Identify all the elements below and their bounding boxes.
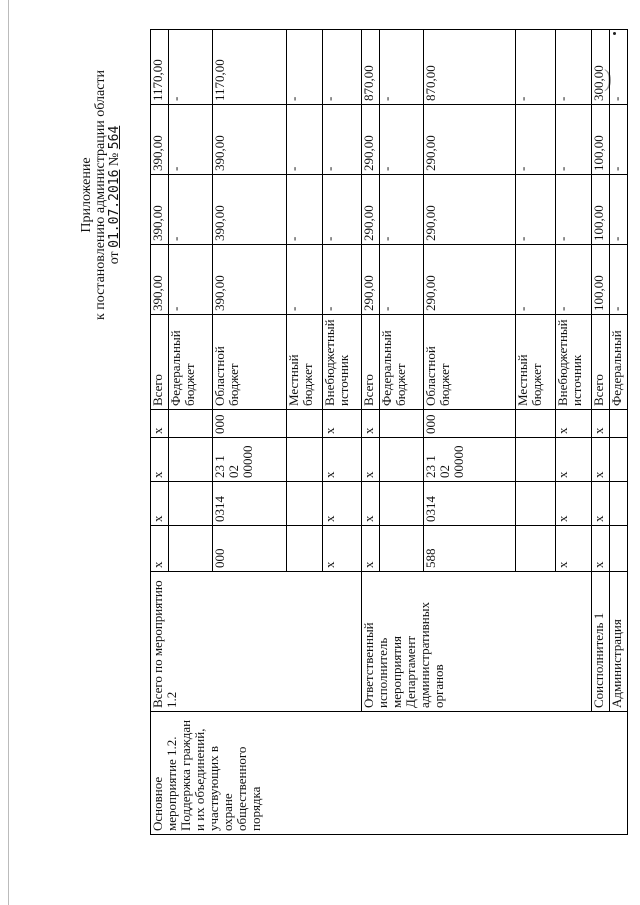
table-cell: 290,00 <box>362 175 380 245</box>
appendix-number: 564 <box>107 125 122 150</box>
table-cell <box>287 410 323 438</box>
table-cell: х <box>362 410 380 438</box>
table-row <box>151 30 169 835</box>
table-cell <box>169 410 213 438</box>
table-cell: х <box>323 482 362 526</box>
table-cell: - <box>516 105 556 175</box>
table-cell <box>169 438 213 482</box>
table-cell: Внебюджетный источник <box>323 315 362 410</box>
table-cell <box>287 438 323 482</box>
table-cell: 23 1 02 00000 <box>213 438 287 482</box>
table-cell: - <box>323 30 362 105</box>
table-cell <box>516 438 556 482</box>
table-cell: - <box>516 175 556 245</box>
table-cell <box>610 482 628 526</box>
table-cell: х <box>592 438 610 482</box>
table-cell <box>169 482 213 526</box>
table-cell <box>380 482 424 526</box>
table-cell <box>380 526 424 572</box>
table-cell: х <box>592 526 610 572</box>
table-cell: - <box>287 245 323 315</box>
appendix-subtitle: к постановлению администрации области <box>93 69 108 321</box>
table-cell: - <box>287 175 323 245</box>
table-cell: 290,00 <box>424 175 516 245</box>
appendix-date: 01.07.2016 <box>107 169 122 248</box>
table-cell: 100,00 <box>592 105 610 175</box>
table-cell: - <box>610 175 628 245</box>
table-cell: 870,00 <box>424 30 516 105</box>
table-cell: 300,00 <box>592 30 610 105</box>
table-cell: Всего <box>592 315 610 410</box>
table-cell: - <box>169 245 213 315</box>
table-cell: 1170,00 <box>213 30 287 105</box>
table-cell: х <box>151 410 169 438</box>
table-cell: - <box>380 105 424 175</box>
table-cell <box>516 482 556 526</box>
table-cell: - <box>323 245 362 315</box>
activity-cell: Основное мероприятие 1.2. Поддержка граждан и их объединений, участвующих в охране общественного порядка <box>151 712 628 835</box>
table-cell: х <box>151 482 169 526</box>
table-cell: 000 <box>213 410 287 438</box>
table-cell <box>516 526 556 572</box>
table-cell: - <box>323 175 362 245</box>
budget-table <box>150 29 628 835</box>
appendix-ref-line <box>108 45 122 345</box>
table-cell: х <box>362 482 380 526</box>
from-label: от <box>107 251 122 265</box>
table-cell: Всего <box>151 315 169 410</box>
table-cell: 390,00 <box>213 175 287 245</box>
table-cell: 390,00 <box>213 245 287 315</box>
table-cell: 290,00 <box>424 105 516 175</box>
table-cell: 1170,00 <box>151 30 169 105</box>
number-label: № <box>107 152 122 167</box>
table-cell: 100,00 <box>592 175 610 245</box>
table-cell: 390,00 <box>151 105 169 175</box>
table-cell: - <box>516 30 556 105</box>
table-cell: 290,00 <box>362 245 380 315</box>
table-cell: - <box>556 30 592 105</box>
table-cell: х <box>592 410 610 438</box>
table-cell: х <box>323 438 362 482</box>
table-cell: 000 <box>213 526 287 572</box>
appendix-title: Приложение <box>79 157 94 233</box>
table-cell: х <box>556 482 592 526</box>
scan-mark: ) <box>604 66 612 92</box>
table-cell: Федеральный бюджет <box>169 315 213 410</box>
table-cell: Местный бюджет <box>287 315 323 410</box>
table-cell: - <box>380 175 424 245</box>
table-cell: 588 <box>424 526 516 572</box>
table-cell: 23 1 02 00000 <box>424 438 516 482</box>
table-cell: - <box>610 30 628 105</box>
table-cell: - <box>556 175 592 245</box>
table-cell: х <box>323 526 362 572</box>
table-cell: - <box>556 245 592 315</box>
executor-cell: Ответственный исполнитель мероприятия Департамент административных органов <box>362 572 592 712</box>
table-cell: 100,00 <box>592 245 610 315</box>
table-cell: х <box>362 526 380 572</box>
table-cell: х <box>151 526 169 572</box>
table-cell: Всего <box>362 315 380 410</box>
table-cell: 290,00 <box>424 245 516 315</box>
table-cell: х <box>556 526 592 572</box>
table-cell: 0314 <box>424 482 516 526</box>
table-cell: Внебюджетный источник <box>556 315 592 410</box>
table-cell: Федеральный бюджет <box>380 315 424 410</box>
table-cell: - <box>556 105 592 175</box>
table-cell: - <box>169 175 213 245</box>
table-cell: Областной бюджет <box>213 315 287 410</box>
table-cell: 390,00 <box>151 175 169 245</box>
table-cell <box>516 410 556 438</box>
table-cell <box>287 482 323 526</box>
table-cell: - <box>169 105 213 175</box>
table-cell <box>380 438 424 482</box>
table-cell: - <box>287 30 323 105</box>
table-cell: х <box>556 438 592 482</box>
table-cell: 390,00 <box>213 105 287 175</box>
table-cell: 390,00 <box>151 245 169 315</box>
table-cell: - <box>169 30 213 105</box>
table-cell: - <box>380 245 424 315</box>
table-cell <box>610 438 628 482</box>
table-cell: - <box>610 245 628 315</box>
table-cell: - <box>610 105 628 175</box>
table-cell: х <box>362 438 380 482</box>
table-cell <box>610 526 628 572</box>
table-cell: - <box>323 105 362 175</box>
table-cell: х <box>151 438 169 482</box>
table-cell: 000 <box>424 410 516 438</box>
table-cell: 0314 <box>213 482 287 526</box>
table-cell <box>610 410 628 438</box>
table-cell <box>169 526 213 572</box>
table-cell: - <box>516 245 556 315</box>
table-cell <box>287 526 323 572</box>
table-cell: - <box>287 105 323 175</box>
table-cell: - <box>380 30 424 105</box>
appendix-header <box>80 45 122 345</box>
table-cell: Областной бюджет <box>424 315 516 410</box>
table-cell <box>380 410 424 438</box>
executor-cell: Соисполнитель 1 <box>592 572 610 712</box>
table-cell: 870,00 <box>362 30 380 105</box>
table-cell: Местный бюджет <box>516 315 556 410</box>
executor-cell: Всего по мероприятию 1.2 <box>151 572 362 712</box>
table-cell: Федеральный <box>610 315 628 410</box>
table-cell: х <box>323 410 362 438</box>
table-cell: х <box>556 410 592 438</box>
table-cell: х <box>592 482 610 526</box>
table-cell: 290,00 <box>362 105 380 175</box>
executor-cell: Администрация <box>610 572 628 712</box>
